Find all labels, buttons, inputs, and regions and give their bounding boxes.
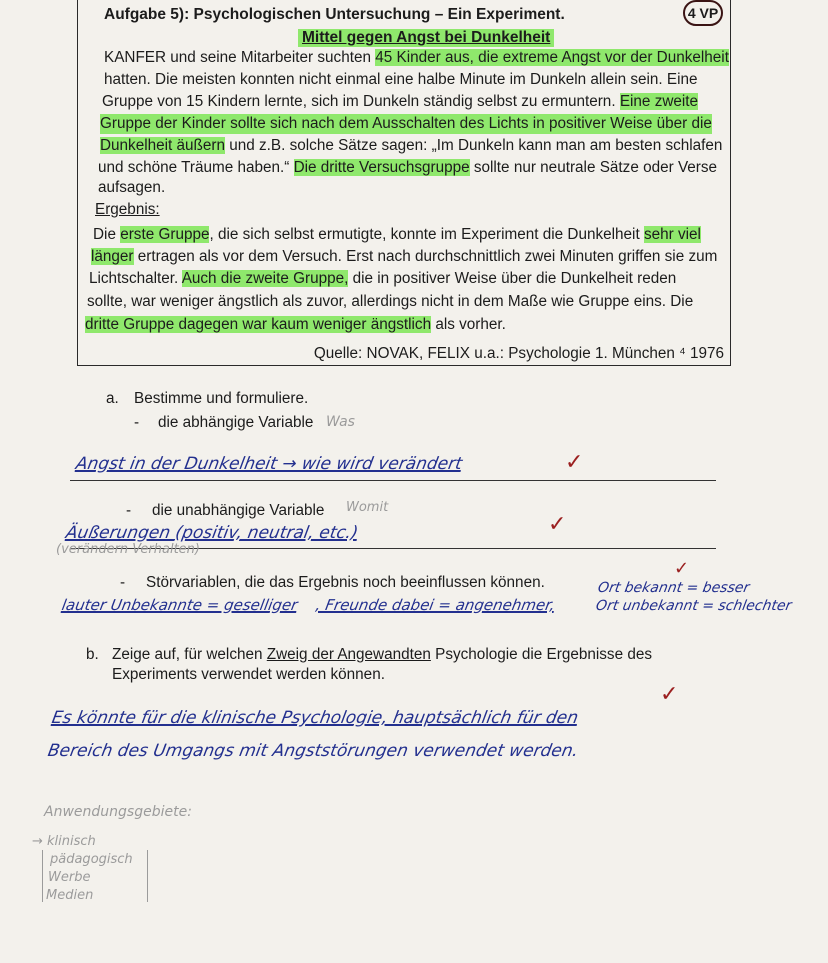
text-segment: Die	[93, 226, 121, 243]
check-mark-icon: ✓	[548, 512, 567, 537]
question-b-line-1	[112, 646, 652, 664]
pencil-note-was: Was	[326, 414, 355, 430]
answer-b-line-2: Bereich des Umgangs mit Angststörungen verwendet werden.	[46, 741, 580, 761]
result-line-3	[89, 269, 676, 289]
underlined-segment: Zweig der Angewandten	[266, 646, 431, 663]
source-citation: Quelle: NOVAK, FELIX u.a.: Psychologie 1. München ⁴ 1976	[313, 345, 724, 362]
result-line-4: sollte, war weniger ängstlich als zuvor, allerdings nicht in dem Maße wie Gruppe eins. Die	[87, 293, 694, 310]
highlight-segment: dritte Gruppe dagegen war kaum weniger ängstlich	[85, 316, 432, 333]
highlight-segment: länger	[91, 248, 134, 265]
task-title: Aufgabe 5): Psychologischen Untersuchung – Ein Experiment.	[104, 6, 565, 23]
pencil-note-item: Werbe	[48, 870, 91, 885]
text-segment: und z.B. solche Sätze sagen: „Im Dunkeln kann man am besten schlafen	[225, 137, 723, 154]
text-line-7: aufsagen.	[98, 179, 166, 196]
text-line-6	[98, 158, 717, 178]
points-badge: 4 VP	[683, 0, 723, 26]
pencil-note-item: → klinisch	[32, 834, 96, 849]
question-a-text: Bestimme und formuliere.	[134, 390, 309, 407]
answer-b-line-1: Es könnte für die klinische Psychologie, hauptsächlich für den	[50, 708, 580, 728]
text-segment: sollte nur neutrale Sätze oder Verse	[469, 159, 718, 176]
text-line-2: hatten. Die meisten konnten nicht einmal eine halbe Minute im Dunkeln allein sein. Eine	[104, 71, 698, 88]
experiment-subtitle: Mittel gegen Angst bei Dunkelheit	[298, 29, 554, 47]
highlight-segment: Eine zweite	[619, 93, 699, 110]
confounding-variables-label: Störvariablen, die das Ergebnis noch beeinflussen können.	[146, 574, 545, 591]
highlight-segment: Die dritte Versuchsgruppe	[293, 159, 470, 176]
result-line-2	[91, 247, 717, 267]
answer-confounding-freunde: , Freunde dabei = angenehmer,	[314, 596, 557, 614]
text-segment: Gruppe von 15 Kindern lernte, sich im Dunkeln ständig selbst zu ermuntern.	[102, 93, 620, 110]
ergebnis-label: Ergebnis:	[95, 201, 160, 218]
question-a-label: a.	[106, 390, 119, 407]
highlight-segment: 45 Kinder aus, die extreme Angst vor der Dunkelheit	[375, 49, 729, 66]
highlight-segment: Dunkelheit äußern	[100, 137, 225, 154]
pencil-bracket	[42, 850, 148, 902]
question-b-line-2: Experiments verwendet werden können.	[112, 666, 385, 683]
text-segment: , die sich selbst ermutigte, konnte im Experiment die Dunkelheit	[209, 226, 644, 243]
dash-bullet: -	[126, 502, 132, 519]
result-line-1	[93, 225, 701, 245]
dependent-variable-label: die abhängige Variable	[158, 414, 314, 431]
text-segment: als vorher.	[431, 316, 506, 333]
dash-bullet: -	[120, 574, 126, 591]
answer-confounding-unbekannte: lauter Unbekannte = geselliger	[60, 596, 300, 614]
text-segment: die in positiver Weise über die Dunkelheit reden	[348, 270, 677, 287]
pencil-note-item: pädagogisch	[50, 852, 133, 867]
check-mark-icon: ✓	[565, 450, 584, 475]
check-mark-icon: ✓	[674, 558, 690, 579]
answer-line	[70, 480, 716, 481]
text-segment: Lichtschalter.	[89, 270, 182, 287]
highlight-segment: Auch die zweite Gruppe,	[181, 270, 349, 287]
pencil-note-title: Anwendungsgebiete:	[44, 804, 192, 820]
question-b-label: b.	[86, 646, 99, 663]
pencil-note-womit: Womit	[346, 500, 389, 515]
text-line-5	[100, 136, 722, 156]
text-segment: Zeige auf, für welchen	[112, 646, 267, 663]
answer-confounding-ort-bekannt: Ort bekannt = besser	[596, 580, 751, 596]
text-line-1	[104, 48, 729, 68]
answer-dependent-variable: Angst in der Dunkelheit → wie wird verändert	[74, 454, 464, 474]
text-segment: ertragen als vor dem Versuch. Erst nach durchschnittlich zwei Minuten griffen sie zum	[133, 248, 718, 265]
answer-independent-variable: Äußerungen (positiv, neutral, etc.)	[64, 523, 360, 543]
pencil-note-verhalten: (verändern Verhalten)	[56, 542, 200, 557]
highlight-segment: sehr viel	[643, 226, 701, 243]
independent-variable-label: die unabhängige Variable	[152, 502, 325, 519]
text-segment: Psychologie die Ergebnisse des	[430, 646, 652, 663]
text-line-4: Gruppe der Kinder sollte sich nach dem Ausschalten des Lichts in positiver Weise über die	[100, 115, 712, 132]
pencil-note-item: Medien	[46, 888, 94, 903]
answer-confounding-ort-unbekannt: Ort unbekannt = schlechter	[594, 598, 793, 614]
text-segment: und schöne Träume haben.“	[98, 159, 294, 176]
result-line-5	[85, 315, 506, 335]
text-segment: KANFER und seine Mitarbeiter suchten	[104, 49, 376, 66]
dash-bullet: -	[134, 414, 140, 431]
highlight-segment: erste Gruppe	[120, 226, 210, 243]
check-mark-icon: ✓	[660, 682, 679, 707]
text-line-3	[102, 92, 698, 112]
